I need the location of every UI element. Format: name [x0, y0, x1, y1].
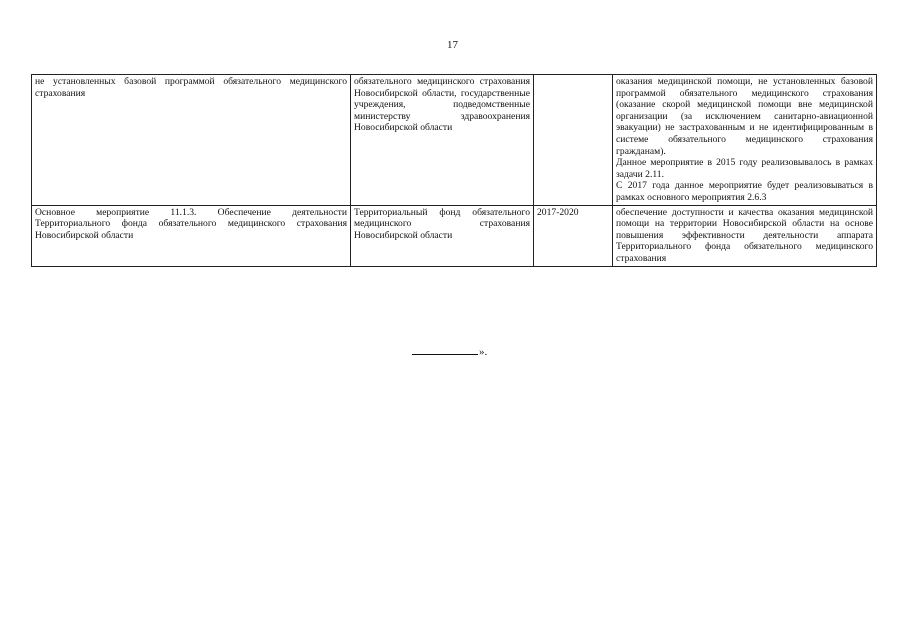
closing-quote: ». [479, 346, 488, 358]
page-number: 17 [447, 39, 458, 51]
result-cell [613, 75, 877, 206]
result-cell [613, 205, 877, 266]
table-row [32, 205, 877, 266]
closing-mark [412, 344, 487, 358]
responsible-cell: обязательного медицинского страхования Новосибирской области, государственные учреждения, подведомственные министерству здравоохранения Новосибирской области [351, 75, 534, 206]
period-cell: 2017-2020 [534, 205, 613, 266]
activities-table [31, 74, 877, 267]
result-text: С 2017 года данное мероприятие будет реализовываться в рамках основного мероприятия 2.6.3 [616, 180, 873, 203]
period-cell [534, 75, 613, 206]
result-text: Данное мероприятие в 2015 году реализовывалось в рамках задачи 2.11. [616, 157, 873, 180]
result-text: обеспечение доступности и качества оказания медицинской помощи на территории Новосибирской области на основе повышения эффективности деятельности аппарата Территориального фонда обязательного медицинского страхования [616, 206, 873, 264]
result-text: оказания медицинской помощи, не установленных базовой программой обязательного медицинского страхования (оказание скорой медицинской помощи вне медицинской организации (за исключением санитарно-авиационной эвакуации) не застрахованным и не идентифицированным в системе обязательного медицинского страхования гражданам). [616, 76, 873, 157]
table-row [32, 75, 877, 206]
responsible-cell: Территориальный фонд обязательного медицинского страхования Новосибирской области [351, 205, 534, 266]
activity-name-cell: Основное мероприятие 11.1.3. Обеспечение деятельности Территориального фонда обязательного медицинского страхования Новосибирской области [32, 205, 351, 266]
closing-rule [412, 344, 478, 355]
activity-name-cell: не установленных базовой программой обязательного медицинского страхования [32, 75, 351, 206]
